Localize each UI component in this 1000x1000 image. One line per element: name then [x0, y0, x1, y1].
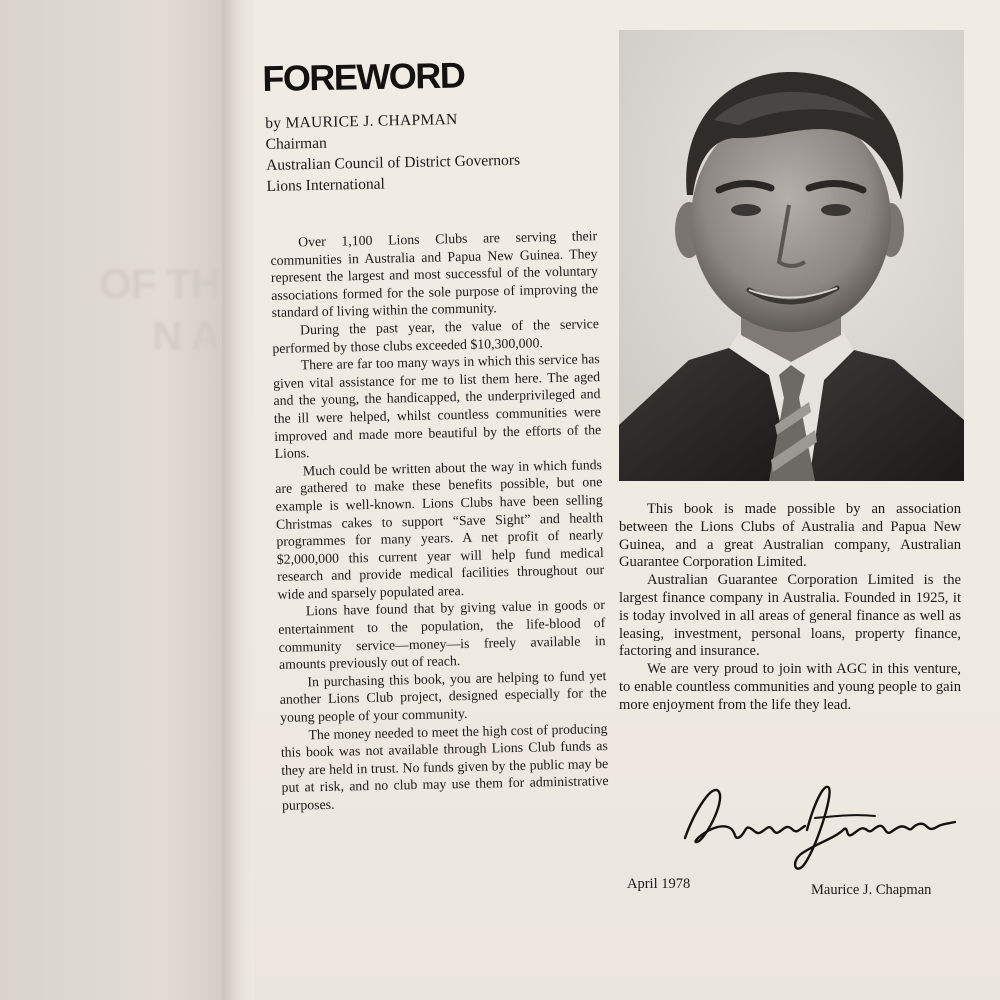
- author-org: Lions International: [266, 175, 386, 195]
- left-page: [0, 0, 230, 1000]
- book-gutter: [222, 0, 256, 1000]
- left-text-column: [270, 227, 609, 814]
- paragraph: Lions have found that by giving value in goods or entertainment to the population, the life-blood of community service—money—is freely available in amounts previously out of reach.: [278, 597, 606, 673]
- paragraph: The money needed to meet the high cost of producing this book was not available through Lions Club funds as they are held in trust. No funds given by the public may be put at risk, and no club may use them for administrative purposes.: [280, 720, 609, 813]
- right-text-column: [619, 501, 961, 715]
- author-council: Australian Council of District Governors: [265, 151, 521, 174]
- bleed-through-text: [70, 258, 220, 362]
- paragraph: There are far too many ways in which this service has given vital assistance for me to list them here. The aged and the young, the handicapped, the underprivileged and the ill were helped, whilst countless communities were improved and made more beautiful by the efforts of the Lions.: [272, 351, 602, 462]
- signature-drawing: [675, 770, 965, 880]
- paragraph: During the past year, the value of the service performed by those clubs exceeded $10,300,000.: [272, 316, 600, 356]
- signatory-name: Maurice J. Chapman: [811, 882, 932, 898]
- author-role: Chairman: [265, 134, 327, 153]
- paragraph: Over 1,100 Lions Clubs are serving their communities in Australia and Papua New Guinea. They represent the largest and most successful of the voluntary associations formed for the sole purpose of improving the standard of living within the community.: [270, 228, 599, 321]
- author-portrait-photo: [619, 30, 964, 481]
- ghost-line-1: OF TH: [99, 260, 220, 307]
- author-byline: [265, 108, 521, 197]
- paragraph: In purchasing this book, you are helping to fund yet another Lions Club project, designed especially for the young people of your community.: [279, 667, 607, 725]
- author-name: by MAURICE J. CHAPMAN: [265, 110, 458, 132]
- paragraph: Much could be written about the way in which funds are gathered to make these benefits possible, but one example is well-known. Lions Clubs have been selling Christmas cakes to support “Save Sight” and health programmes for many years. A net profit of nearly $2,000,000 this current year will help fund medical research and provide medical facilities throughout our wide and sparsely populated area.: [275, 456, 605, 602]
- paragraph: Australian Guarantee Corporation Limited is the largest finance company in Australia. Founded in 1925, it is today involved in all areas of general finance as well as leasing, investment, personal loans, property finance, factoring and insurance.: [619, 572, 961, 660]
- paragraph: We are very proud to join with AGC in this venture, to enable countless communities and young people to gain more enjoyment from the life they lead.: [619, 661, 961, 713]
- ghost-line-2: N A: [152, 312, 220, 359]
- portrait-illustration: [619, 30, 964, 481]
- handwritten-signature: [675, 770, 965, 880]
- foreword-date: April 1978: [627, 876, 691, 892]
- page-title: FOREWORD: [262, 54, 465, 99]
- paragraph: This book is made possible by an association between the Lions Clubs of Australia and Papua New Guinea, and a great Australian company, Australian Guarantee Corporation Limited.: [619, 501, 961, 571]
